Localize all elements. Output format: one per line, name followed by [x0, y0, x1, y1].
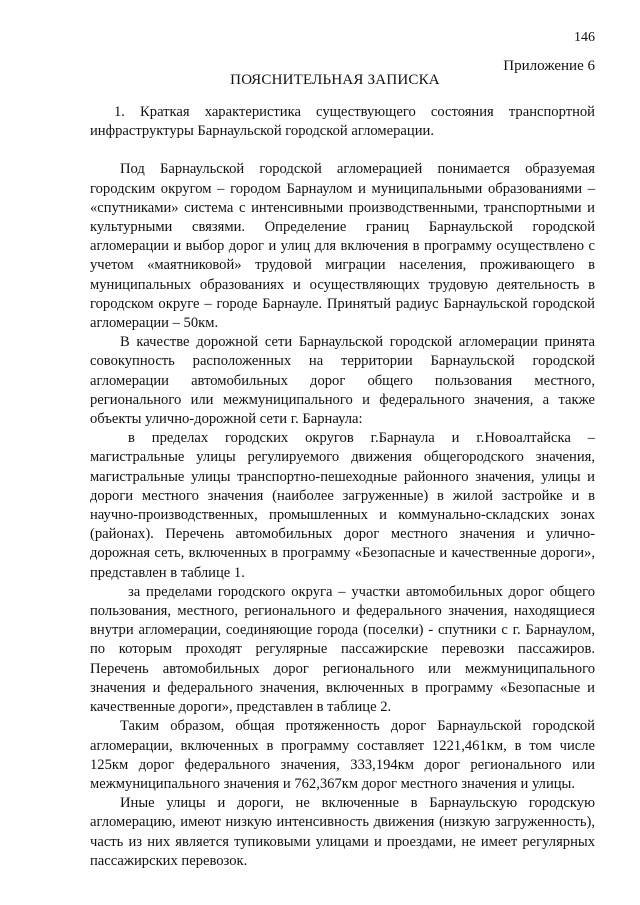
page-number: 146 — [574, 30, 595, 45]
paragraph-outside-city: за пределами городского округа – участки автомобильных дорог общего пользования, местного, регионального и федерального значения, находящиеся внутри агломерации, соединяющие города (поселки) - спутники с г. Барнаулом, по которым проходят регулярные пассажирские перевозки пассажиров. Перечень автомобильных дорог регионального или межмуниципального значения и федерального значения, включенных в программу «Безопасные и качественные дороги», представлен в таблице 2. — [90, 583, 595, 716]
paragraph-within-city: в пределах городских округов г.Барнаула и г.Новоалтайска – магистральные улицы регулируемого движения общегородского значения, магистральные улицы транспортно-пешеходные районного значения, улицы и дороги местного значения (наиболее загруженные) в жилой застройке и в научно-производственных, промышленных и коммунально-складских зонах (районах). Перечень автомобильных дорог местного значения и улично-дорожная сеть, включенных в программу «Безопасные и качественные дороги», представлен в таблице 1. — [90, 430, 595, 581]
paragraph-total-length: Таким образом, общая протяженность дорог Барнаульской городской агломерации, включенных в программу составляет 1221,461км, в том числе 125км дорог федерального значения, 333,194км дорог регионального или межмуниципального значения и 762,367км дорог местного значения и улицы. — [90, 718, 595, 792]
appendix-label: Приложение 6 — [503, 58, 595, 74]
paragraph-road-network: В качестве дорожной сети Барнаульской городской агломерации принята совокупность расположенных на территории Барнаульской городской агломерации автомобильных дорог общего пользования местного, регионального или межмуниципального и федерального значения, а также объекты улично-дорожной сети г. Барнаула: — [90, 334, 595, 428]
document-body — [90, 103, 595, 871]
paragraph-other-roads: Иные улицы и дороги, не включенные в Барнаульскую городскую агломерацию, имеют низкую интенсивность движения (низкую загруженность), часть из них является тупиковыми улицами и проездами, не имеет регулярных пассажирских перевозок. — [90, 795, 595, 869]
paragraph-agglomeration-definition: Под Барнаульской городской агломерацией понимается образуемая городским округом – городом Барнаулом и муниципальными образованиями – «спутниками» система с интенсивными производственными, транспортными и культурными связями. Определение границ Барнаульской городской агломерации и выбор дорог и улиц для включения в программу осуществлено с учетом «маятниковой» трудовой миграции населения, проживающего в муниципальных образованиях и осуществляющих трудовую деятельность в городском округе – городе Барнауле. Принятый радиус Барнаульской городской агломерации – 50км. — [90, 161, 595, 332]
document-title: ПОЯСНИТЕЛЬНАЯ ЗАПИСКА — [230, 72, 440, 88]
section-heading: 1. Краткая характеристика существующего состояния транспортной инфраструктуры Барнаульской городской агломерации. — [90, 104, 595, 140]
